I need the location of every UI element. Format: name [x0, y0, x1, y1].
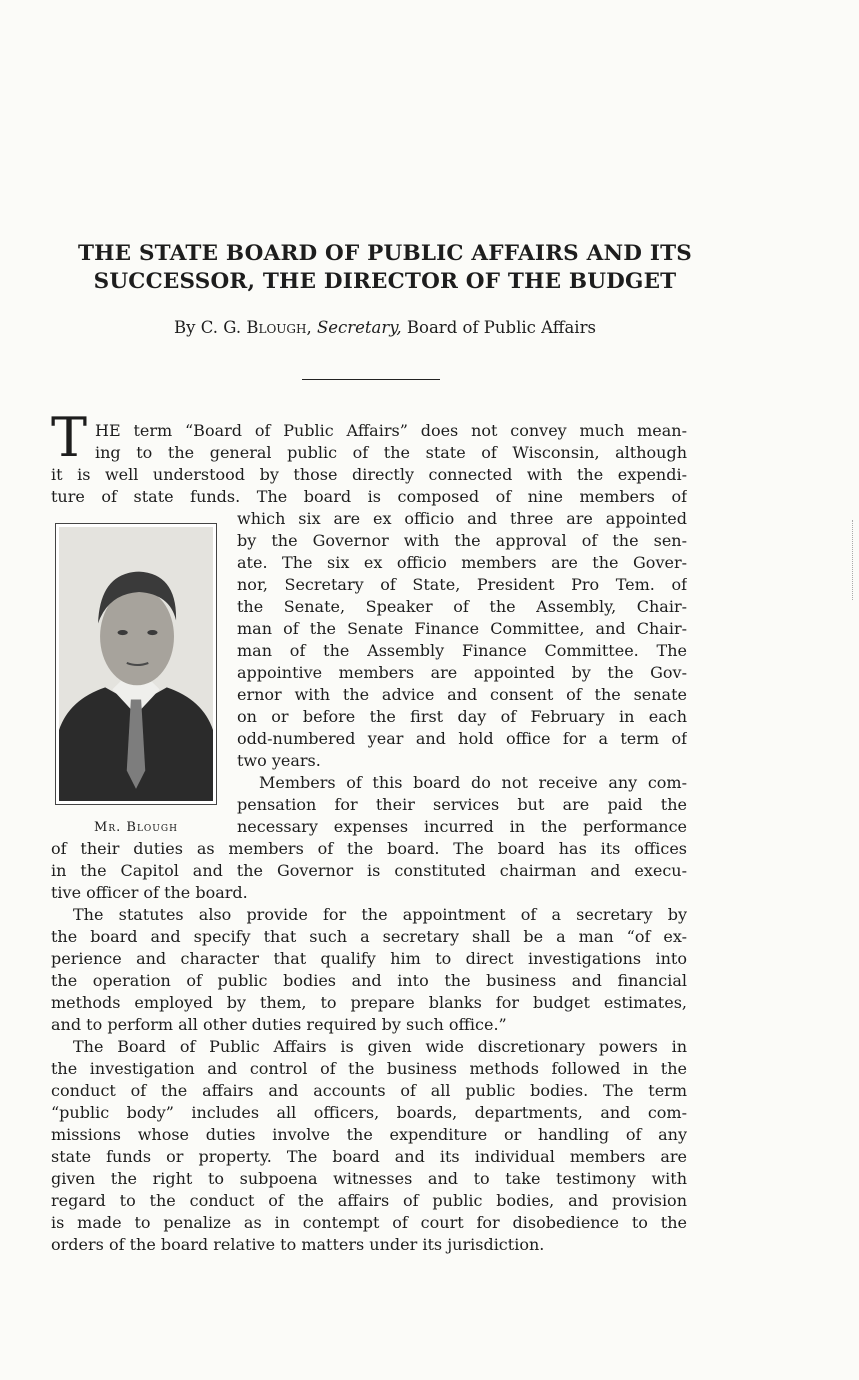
- body-line: given the right to subpoena witnesses and to take testimony with: [51, 1169, 687, 1188]
- body-line: the operation of public bodies and into the business and financial: [51, 971, 687, 990]
- byline-role: Secretary,: [316, 318, 402, 337]
- body-line: which six are ex officio and three are appointed: [237, 509, 687, 528]
- body-line: ing to the general public of the state of Wisconsin, although: [95, 443, 687, 462]
- body-line: pensation for their services but are paid the: [237, 795, 687, 814]
- body-line: and to perform all other duties required by such office.”: [51, 1015, 507, 1034]
- body-line: orders of the board relative to matters under its jurisdiction.: [51, 1235, 545, 1254]
- body-line: regard to the conduct of the affairs of public bodies, and provision: [51, 1191, 687, 1210]
- article-title: [40, 240, 730, 296]
- body-line: methods employed by them, to prepare blanks for budget estimates,: [51, 993, 687, 1012]
- body-line: on or before the first day of February in each: [237, 707, 687, 726]
- drop-cap: T: [51, 406, 88, 469]
- title-line-1: THE STATE BOARD OF PUBLIC AFFAIRS AND ITS: [77, 241, 693, 266]
- body-line: state funds or property. The board and its individual members are: [51, 1147, 687, 1166]
- body-line: ate. The six ex officio members are the Gover-: [237, 553, 687, 572]
- body-line: HE term “Board of Public Affairs” does not convey much mean-: [95, 421, 687, 440]
- body-line: man of the Senate Finance Committee, and Chair-: [237, 619, 687, 638]
- body-line: in the Capitol and the Governor is constituted chairman and execu-: [51, 861, 687, 880]
- body-line: the investigation and control of the business methods followed in the: [51, 1059, 687, 1078]
- body-line: appointive members are appointed by the Gov-: [237, 663, 687, 682]
- body-line: man of the Assembly Finance Committee. The: [237, 641, 687, 660]
- body-line: perience and character that qualify him to direct investigations into: [51, 949, 687, 968]
- margin-mark: [852, 520, 855, 600]
- byline-org: Board of Public Affairs: [406, 318, 596, 337]
- byline-author: Blough,: [246, 318, 312, 337]
- body-line: the Senate, Speaker of the Assembly, Chair-: [237, 597, 687, 616]
- title-line-2: SUCCESSOR, THE DIRECTOR OF THE BUDGET: [93, 269, 677, 294]
- body-line: the board and specify that such a secretary shall be a man “of ex-: [51, 927, 687, 946]
- body-line: conduct of the affairs and accounts of all public bodies. The term: [51, 1081, 687, 1100]
- body-line: it is well understood by those directly connected with the expendi-: [51, 465, 687, 484]
- byline: [40, 318, 730, 337]
- body-line: Members of this board do not receive any com-: [259, 773, 687, 792]
- article-body: [51, 420, 687, 1256]
- body-line: of their duties as members of the board. The board has its offices: [51, 839, 687, 858]
- title-divider: [302, 379, 440, 380]
- body-line: “public body” includes all officers, boards, departments, and com-: [51, 1103, 687, 1122]
- body-line: The Board of Public Affairs is given wide discretionary powers in: [73, 1037, 687, 1056]
- body-line: ernor with the advice and consent of the senate: [237, 685, 687, 704]
- body-line: The statutes also provide for the appointment of a secretary by: [73, 905, 687, 924]
- body-line: nor, Secretary of State, President Pro Tem. of: [237, 575, 687, 594]
- body-line: ture of state funds. The board is composed of nine members of: [51, 487, 687, 506]
- body-line: two years.: [237, 751, 321, 770]
- body-line: odd-numbered year and hold office for a term of: [237, 729, 687, 748]
- body-line: necessary expenses incurred in the performance: [237, 817, 687, 836]
- body-line: by the Governor with the approval of the sen-: [237, 531, 687, 550]
- body-line: missions whose duties involve the expenditure or handling of any: [51, 1125, 687, 1144]
- body-line: is made to penalize as in contempt of court for disobedience to the: [51, 1213, 687, 1232]
- byline-prefix: By C. G.: [174, 318, 242, 337]
- body-line: tive officer of the board.: [51, 883, 248, 902]
- photo-caption: Mr. Blough: [94, 820, 178, 835]
